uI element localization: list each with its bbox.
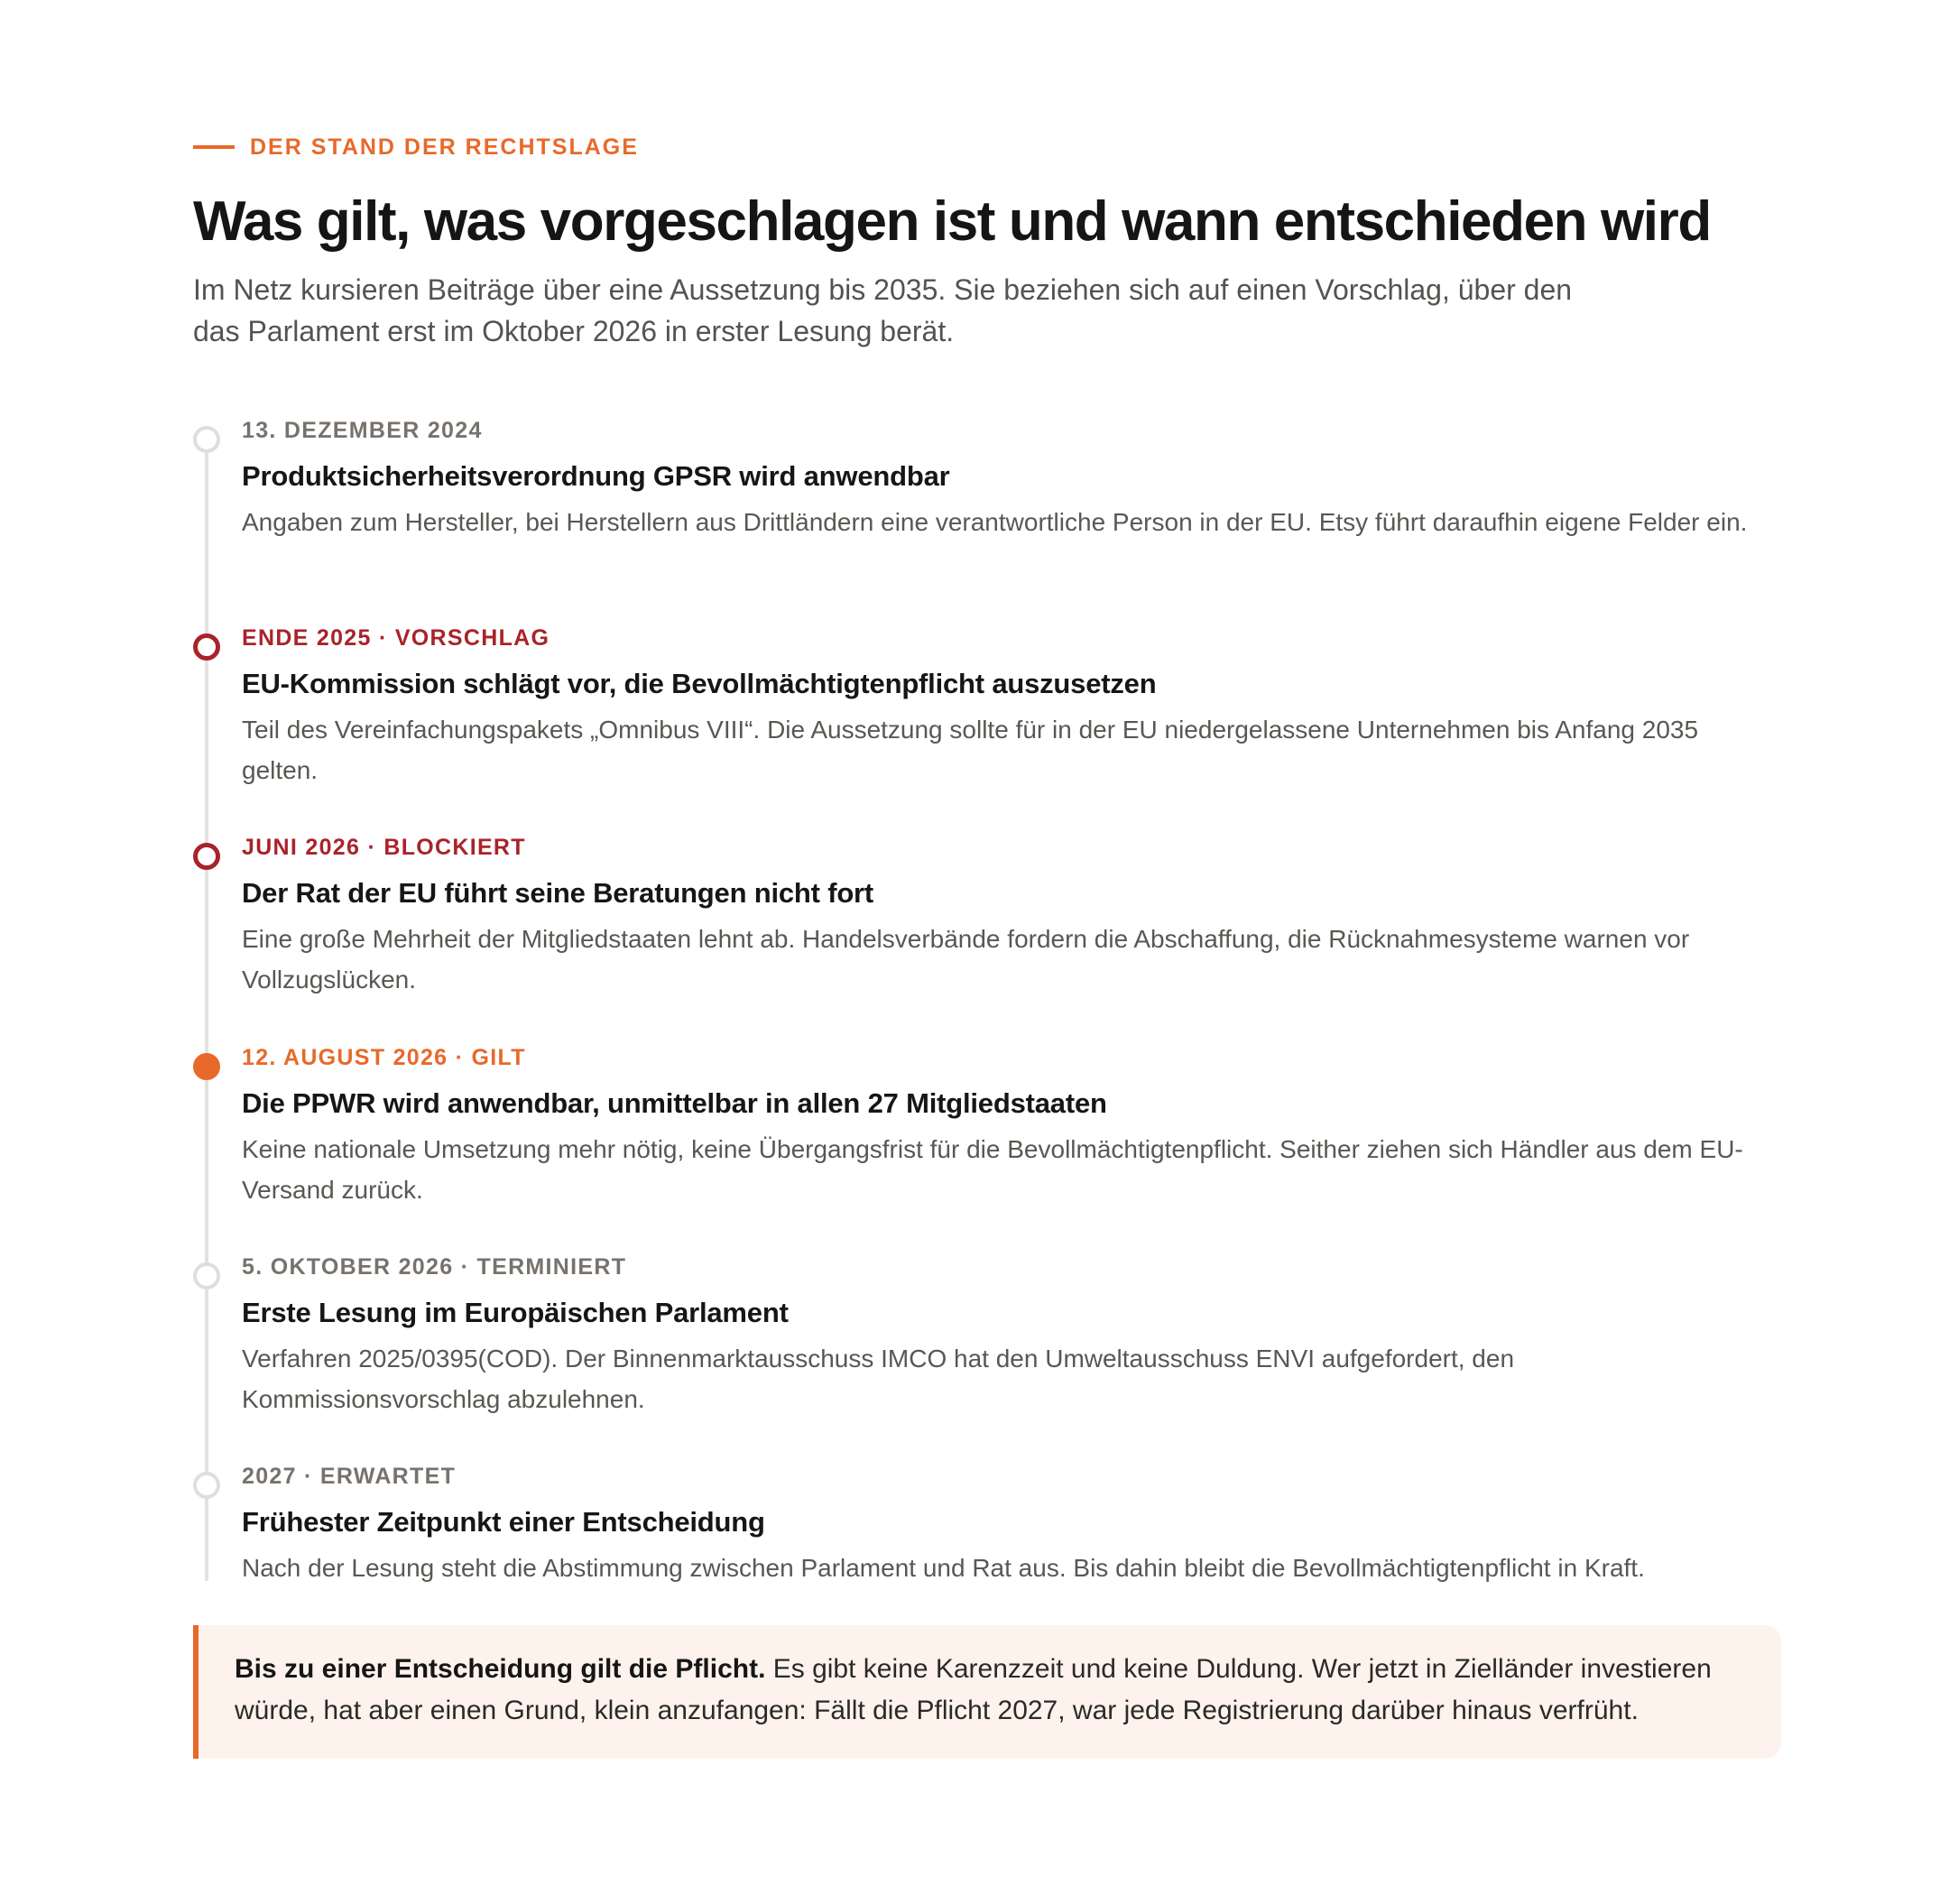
- event-title: Frühester Zeitpunkt einer Entscheidung: [242, 1506, 765, 1539]
- event-date: ENDE 2025 · VORSCHLAG: [242, 625, 550, 652]
- event-title: Produktsicherheitsverordnung GPSR wird anwendbar: [242, 460, 950, 493]
- event-description: Angaben zum Hersteller, bei Herstellern aus Drittländern eine verantwortliche Person in der EU. Etsy führt daraufhin eigene Felder ein.: [242, 508, 1748, 537]
- timeline-event-council-blocked: [193, 832, 1772, 1042]
- page-title: Was gilt, was vorgeschlagen ist und wann entschieden wird: [193, 190, 1711, 253]
- event-title: Erste Lesung im Europäischen Parlament: [242, 1297, 789, 1329]
- callout-text: Es gibt keine Karenzzeit und keine Duldung. Wer jetzt in Zielländer investieren würde, hat aber einen Grund, klein anzufangen: Fällt die Pflicht 2027, war jede Registrierung darüber hinaus verfrüht.: [235, 1654, 1712, 1725]
- timeline-event-first-reading: [193, 1252, 1772, 1461]
- event-description: Keine nationale Umsetzung mehr nötig, keine Übergangsfrist für die Bevollmächtigtenpflicht. Seither ziehen sich Händler aus dem EU-Versand zurück.: [242, 1135, 1743, 1205]
- callout-box: [193, 1625, 1781, 1759]
- timeline-marker-alert: [193, 633, 220, 661]
- timeline-marker-current: [193, 1053, 220, 1080]
- eyebrow-line: [193, 145, 235, 149]
- event-description: Nach der Lesung steht die Abstimmung zwischen Parlament und Rat aus. Bis dahin bleibt die Bevollmächtigtenpflicht in Kraft.: [242, 1554, 1645, 1583]
- timeline-marker-neutral: [193, 426, 220, 453]
- content: [193, 132, 1772, 1596]
- timeline-event-gpsr: [193, 415, 1772, 623]
- event-title: Der Rat der EU führt seine Beratungen nicht fort: [242, 877, 874, 910]
- event-description: Eine große Mehrheit der Mitgliedstaaten lehnt ab. Handelsverbände fordern die Abschaffung, die Rücknahmesysteme warnen vor Vollzugslücken.: [242, 925, 1690, 994]
- event-title: EU-Kommission schlägt vor, die Bevollmächtigtenpflicht auszusetzen: [242, 668, 1157, 700]
- lead-paragraph: Im Netz kursieren Beiträge über eine Aussetzung bis 2035. Sie beziehen sich auf einen Vorschlag, über den das Parlament erst im Oktober 2026 in erster Lesung berät.: [193, 273, 1573, 348]
- timeline: [193, 415, 1772, 1596]
- timeline-marker-neutral: [193, 1262, 220, 1289]
- event-date: 2027 · ERWARTET: [242, 1464, 457, 1490]
- event-date: 13. DEZEMBER 2024: [242, 418, 483, 444]
- callout-strong: Bis zu einer Entscheidung gilt die Pflicht.: [235, 1654, 766, 1684]
- event-date: 12. AUGUST 2026 · GILT: [242, 1045, 526, 1071]
- timeline-marker-alert: [193, 843, 220, 870]
- timeline-event-decision-expected: [193, 1461, 1772, 1596]
- event-title: Die PPWR wird anwendbar, unmittelbar in allen 27 Mitgliedstaaten: [242, 1087, 1107, 1120]
- timeline-event-ppwr-applies: [193, 1042, 1772, 1252]
- eyebrow-text: DER STAND DER RECHTSLAGE: [250, 134, 639, 160]
- event-date: JUNI 2026 · BLOCKIERT: [242, 835, 526, 861]
- eyebrow: [193, 132, 1772, 162]
- timeline-event-commission-proposal: [193, 623, 1772, 832]
- event-description: Teil des Vereinfachungspakets „Omnibus VIII“. Die Aussetzung sollte für in der EU niedergelassene Unternehmen bis Anfang 2035 gelten.: [242, 716, 1699, 785]
- timeline-marker-neutral: [193, 1472, 220, 1499]
- event-date: 5. OKTOBER 2026 · TERMINIERT: [242, 1254, 627, 1280]
- event-description: Verfahren 2025/0395(COD). Der Binnenmarktausschuss IMCO hat den Umweltausschuss ENVI aufgefordert, den Kommissionsvorschlag abzulehnen.: [242, 1345, 1515, 1414]
